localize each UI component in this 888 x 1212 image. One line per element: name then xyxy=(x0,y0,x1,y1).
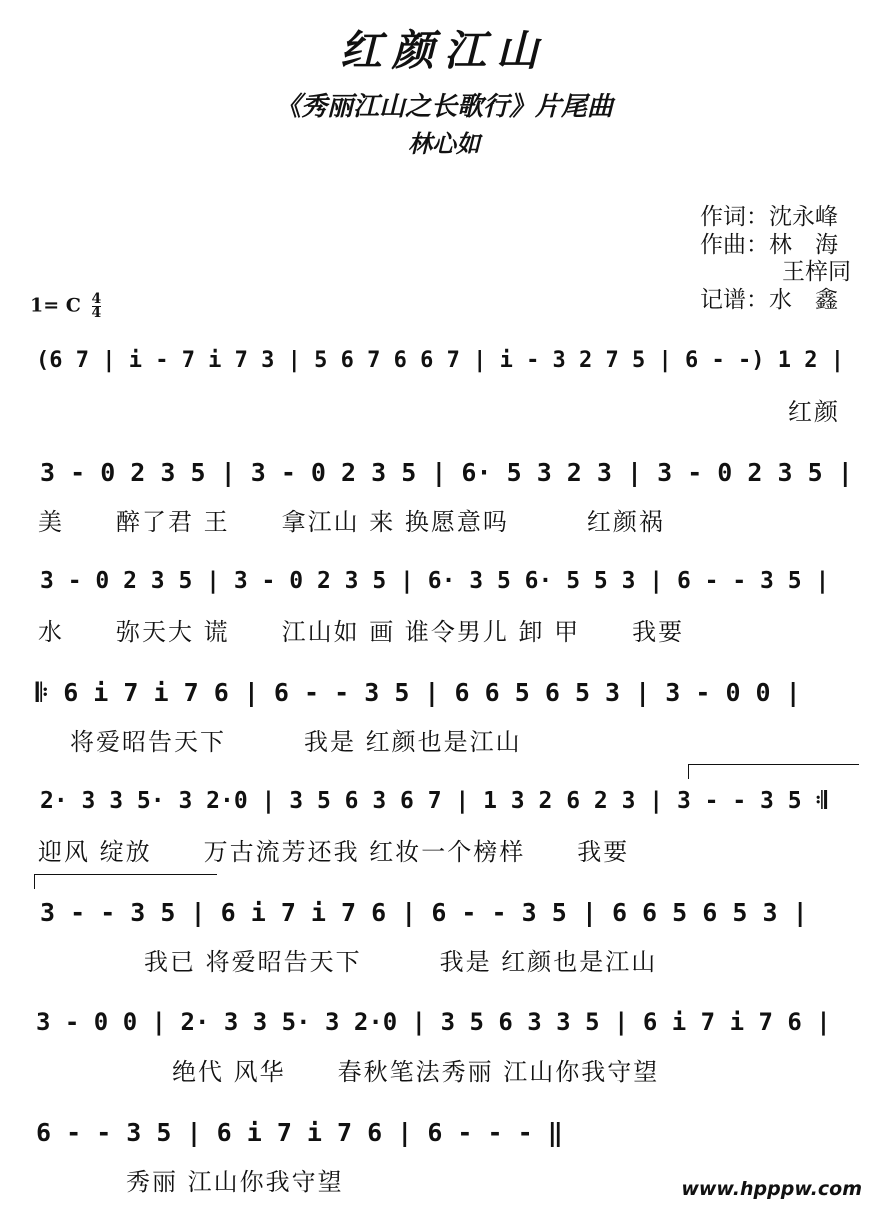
score-row-7 xyxy=(0,1002,888,1092)
lyrics-row-4: 将爱昭告天下 我是 红颜也是江山 xyxy=(70,728,522,756)
lyrics-row-3: 水 弥天大 谎 江山如 画 谁令男儿 卸 甲 我要 xyxy=(38,618,685,646)
composer-credit: 作曲：林 海 xyxy=(700,232,838,258)
score-row-4 xyxy=(0,672,888,762)
notes-row-2: 3 - 0 2 3 5 | 3 - 0 2 3 5 | 6· 5 3 2 3 | 3 - 0 2 3 5 | xyxy=(40,458,853,487)
song-subtitle: 《秀丽江山之长歌行》片尾曲 xyxy=(274,92,613,122)
score-row-1 xyxy=(0,342,888,432)
lyrics-row-6: 我已 将爱昭告天下 我是 红颜也是江山 xyxy=(144,948,658,976)
second-ending-bracket xyxy=(34,874,217,889)
notes-row-8: 6 - - 3 5 | 6 i 7 i 7 6 | 6 - - - ‖ xyxy=(36,1118,563,1147)
singer-name: 林心如 xyxy=(408,129,480,158)
notes-row-1: (6 7 | i - 7 i 7 3 | 5 6 7 6 6 7 | i - 3 2 7 5 | 6 - -) 1 2 | xyxy=(36,348,844,373)
time-bottom: 4 xyxy=(91,305,102,321)
notation-credit: 记谱：水 鑫 xyxy=(700,287,838,313)
lyricist-credit: 作词：沈永峰 xyxy=(700,204,838,230)
notes-row-5: 2· 3 3 5· 3 2·0 | 3 5 6 3 6 7 | 1 3 2 6 2 3 | 3 - - 3 5 𝄇 xyxy=(40,788,827,814)
notes-row-6: 3 - - 3 5 | 6 i 7 i 7 6 | 6 - - 3 5 | 6 6 5 6 5 3 | xyxy=(40,898,808,927)
song-title: 红颜江山 xyxy=(339,26,548,75)
site-watermark: www.hpppw.com xyxy=(681,1178,862,1200)
time-signature xyxy=(92,293,102,320)
score-row-2 xyxy=(0,452,888,542)
lyrics-row-2: 美 醉了君 王 拿江山 来 换愿意吗 红颜祸 xyxy=(38,508,665,536)
composer-credit-2: 王梓同 xyxy=(782,259,851,285)
lyrics-row-8: 秀丽 江山你我守望 xyxy=(126,1168,344,1196)
key-signature xyxy=(30,293,101,320)
score-row-5 xyxy=(0,782,888,872)
notes-row-4: 𝄆 6 i 7 i 7 6 | 6 - - 3 5 | 6 6 5 6 5 3 | 3 - 0 0 | xyxy=(36,678,801,707)
notes-row-7: 3 - 0 0 | 2· 3 3 5· 3 2·0 | 3 5 6 3 3 5 | 6 i 7 i 7 6 | xyxy=(36,1008,831,1036)
first-ending-bracket xyxy=(688,764,859,779)
key-label: 1= C xyxy=(30,294,81,317)
lyrics-row-1: 红颜 xyxy=(788,398,840,426)
notes-row-3: 3 - 0 2 3 5 | 3 - 0 2 3 5 | 6· 3 5 6· 5 5 3 | 6 - - 3 5 | xyxy=(40,568,830,594)
score-row-6 xyxy=(0,892,888,982)
lyrics-row-5: 迎风 绽放 万古流芳还我 红妆一个榜样 我要 xyxy=(38,838,630,866)
lyrics-row-7: 绝代 风华 春秋笔法秀丽 江山你我守望 xyxy=(172,1058,660,1086)
score-row-3 xyxy=(0,562,888,652)
time-top: 4 xyxy=(91,291,102,307)
